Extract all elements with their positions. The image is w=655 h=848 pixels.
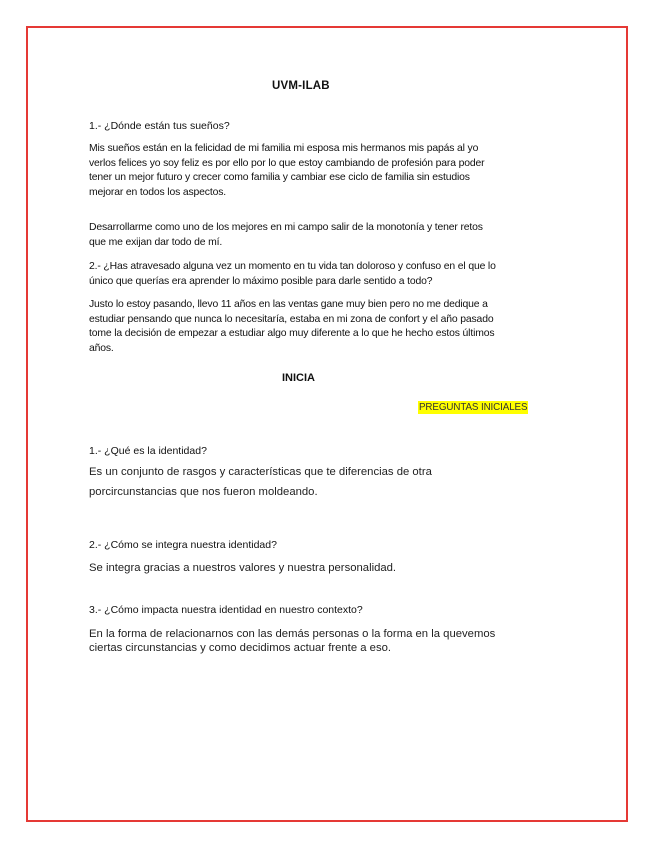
answer-line: tome la decisión de empezar a estudiar algo muy diferente a lo que he hecho estos últimos bbox=[89, 328, 495, 339]
section-title: INICIA bbox=[282, 372, 315, 384]
question-identity: 1.- ¿Qué es la identidad? bbox=[89, 445, 207, 457]
question-hard-moment bbox=[89, 260, 571, 289]
answer-line: Se integra gracias a nuestros valores y nuestra personalidad. bbox=[89, 562, 397, 574]
question-line: único que querías era aprender lo máximo posible para darle sentido a todo? bbox=[89, 275, 433, 287]
answer-line: Justo lo estoy pasando, llevo 11 años en las ventas gane muy bien pero no me dedique a bbox=[89, 299, 488, 310]
answer-line: porcircunstancias que nos fueron moldeando. bbox=[89, 486, 318, 498]
answer-identity bbox=[89, 462, 571, 502]
answer-hard-moment bbox=[89, 298, 571, 356]
document-title: UVM-ILAB bbox=[272, 80, 330, 92]
question-integration: 2.- ¿Cómo se integra nuestra identidad? bbox=[89, 539, 277, 551]
answer-dreams-extra bbox=[89, 221, 571, 250]
question-impact: 3.- ¿Cómo impacta nuestra identidad en nuestro contexto? bbox=[89, 604, 363, 616]
answer-line: estudiar pensando que nunca lo necesitaría, estaba en mi zona de confort y el año pasado bbox=[89, 313, 494, 325]
answer-line: verlos felices yo soy feliz es por ello por lo que estoy cambiando de profesión para poder bbox=[89, 157, 485, 169]
answer-line: Es un conjunto de rasgos y características que te diferencias de otra bbox=[89, 466, 432, 478]
answer-line: En la forma de relacionarnos con las demás personas o la forma en la quevemos bbox=[89, 628, 496, 640]
answer-line: Mis sueños están en la felicidad de mi familia mi esposa mis hermanos mis papás al yo bbox=[89, 143, 479, 154]
answer-line: mejorar en todos los aspectos. bbox=[89, 186, 227, 198]
answer-integration bbox=[89, 558, 571, 578]
question-line: 2.- ¿Has atravesado alguna vez un momento en tu vida tan doloroso y confuso en el que lo bbox=[89, 261, 496, 272]
answer-line: ciertas circunstancias y como decidimos actuar frente a eso. bbox=[89, 642, 392, 654]
question-dreams: 1.- ¿Dónde están tus sueños? bbox=[89, 120, 230, 132]
answer-line: tener un mejor futuro y crecer como familia y cambiar ese ciclo de familia sin estudios bbox=[89, 172, 470, 183]
answer-dreams bbox=[89, 142, 571, 200]
answer-line: años. bbox=[89, 342, 114, 354]
highlight-tag: PREGUNTAS INICIALES bbox=[419, 402, 528, 413]
answer-line: Desarrollarme como uno de los mejores en mi campo salir de la monotonía y tener retos bbox=[89, 222, 483, 233]
answer-line: que me exijan dar todo de mí. bbox=[89, 236, 223, 248]
answer-impact bbox=[89, 627, 571, 655]
